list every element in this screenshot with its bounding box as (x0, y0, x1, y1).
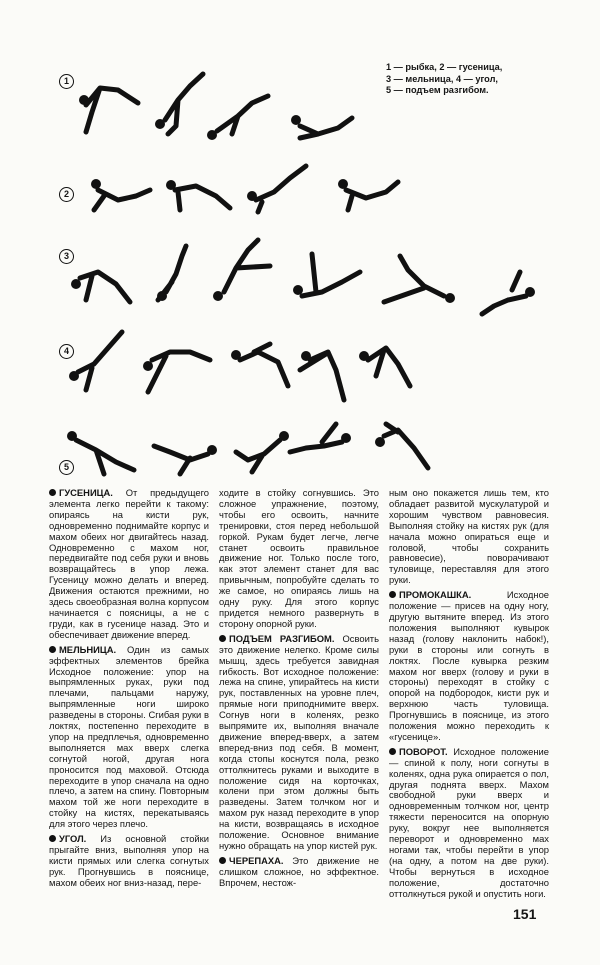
section-text: Исходное положение — спиной к полу, ноги согнуты в коленях, одна рука опирается о пол, другая поднята вверх. Махом свободной руки вверх и одновременным толчком ног, центр тяжести переносится на опорную руку, вокруг нее выполняется переворот и одновременно мах ногами так, чтобы перейти в упор (на одну, а потом на две руки). Чтобы вернуться в исходное положение, достаточно оттолкнуться рукой и опустить ноги. (389, 745, 549, 899)
figure-row-2 (91, 166, 398, 212)
section-text: Освоить это движение нелегко. Кроме силы мышц, здесь требуется завидная гибкость. Вот исходное положение: лежа на спине, упирайтесь на кисти рук, поставленных на уровне плеч, прямые ноги приподнимите вверх. Согнув ноги в коленях, резко выпрямите их, выполняя вначале движение вперед-вверх, а затем вперед-вниз под себя. В момент, когда стопы коснутся пола, резко оттолкнитесь руками и выходите в положение сидя на корточках, колени при этом должны быть разведены. Затем толчком ног и махом рук назад переходите в упор на кисти, возвращаясь в исходное положение. Основное внимание нужно обращать на упор кистей рук. (219, 632, 379, 851)
bullet-icon (389, 748, 396, 755)
paragraph-kip-up (219, 634, 379, 852)
paragraph-blotter (389, 590, 549, 743)
bullet-icon (49, 489, 56, 496)
section-heading: ПОВОРОТ. (399, 745, 448, 757)
paragraph-angle-continued (219, 488, 379, 630)
figure-row-5 (67, 424, 428, 474)
section-text: Исходное положение — присев на одну ногу, другую вытяните вперед. Из этого положения выполняют кувырок назад (голову наклонить набок!), руки в стороны или согнуть в локтях. После кувырка резким махом ног вверх (голову и руки в стороны) переходят в стойку с опорой на подбородок, кисти рук и верхнюю часть туловища. Прогнувшись в пояснице, из этого положения можно переходить к «гусенице». (389, 589, 549, 742)
row-number: 3 (59, 249, 74, 264)
section-heading: МЕЛЬНИЦА. (59, 643, 117, 655)
bullet-icon (49, 835, 56, 842)
section-text: От предыдущего элемента легко перейти к такому: опираясь на кисти рук, одновременно поднимайте корпус и махом обеих ног двигайтесь назад. Одновременно с махом ног, передвигайте под себя руки и вновь возвращайтесь в упор лежа. Гусеницу можно делать и вперед. Движения остаются прежними, но здесь своеобразная волна корпусом начинается с поясницы, а не с груди, как в гусенице назад. Это и обеспечивает движение вперед. (49, 487, 209, 640)
bullet-icon (49, 646, 56, 653)
text-column-3 (389, 488, 549, 904)
paragraph-caterpillar (49, 488, 209, 641)
legend-line: 1 — рыбка, 2 — гусеница, (386, 62, 503, 72)
row-number: 1 (59, 74, 74, 89)
section-text: ходите в стойку согнувшись. Это сложное упражнение, поэтому, чтобы его освоить, начните тренировки, стоя перед небольшой горкой. Рукам будет легче, легче станет освоить правильное движение ног. Только после того, как этот элемент станет для вас привычным, попробуйте сделать то же самое, но опираясь лишь на одну руку. Для этого корпус придется немного развернуть в сторону опорной руки. (219, 487, 379, 629)
paragraph-turtle (219, 856, 379, 889)
figure-row-3 (71, 240, 535, 314)
paragraph-turn (389, 747, 549, 900)
section-text: Из основной стойки прыгайте вниз, выполняя упор на кисти прямых или слегка согнутых рук. Прогнувшись в пояснице, махом обеих ног вниз-назад, пере- (49, 833, 209, 888)
bullet-icon (389, 591, 396, 598)
section-text: ным оно покажется лишь тем, кто обладает развитой мускулатурой и хорошим чувством равновесия. Выполняя стойку на кистях рук (для начала можно опираться еще и головой, чтобы сохранить равновесие), поворачивают туловище, переставляя для этого руки. (389, 487, 549, 586)
paragraph-angle (49, 834, 209, 889)
section-text: Это движение не слишком сложное, но эффектное. Впрочем, нестож- (219, 854, 379, 888)
page-number: 151 (513, 906, 537, 922)
text-column-2 (219, 488, 379, 893)
section-text: Один из самых эффектных элементов брейка Исходное положение: упор на выпрямленных руках, руки под плечами, пальцами наружу, выпрямленные ноги широко разведены в стороны. Сгибая руки в локтях, постепенно переходите в упор на предплечья, одновременно выполняется мах вверх слегка согнутой ногой, другая нога проносится под маховой. Отсюда переходите в упор сначала на одно плечо, а затем на спину. Повторным махом той же ноги переходите в стойку на кистях, перекатываясь для этого через плечо. (49, 643, 209, 830)
legend-line: 5 — подъем разгибом. (386, 85, 489, 95)
section-heading: ПОДЪЕМ РАЗГИБОМ. (229, 632, 335, 644)
row-number: 2 (59, 187, 74, 202)
section-heading: ЧЕРЕПАХА. (229, 854, 284, 866)
figure-row-4 (69, 332, 410, 400)
section-heading: УГОЛ. (59, 833, 87, 845)
section-heading: ГУСЕНИЦА. (59, 487, 113, 498)
paragraph-windmill (49, 645, 209, 830)
row-number: 5 (59, 460, 74, 475)
paragraph-turtle-continued (389, 488, 549, 586)
legend-line: 3 — мельница, 4 — угол, (386, 73, 498, 84)
figure-row-1 (79, 74, 352, 140)
text-column-1 (49, 488, 209, 893)
bullet-icon (219, 635, 226, 642)
bullet-icon (219, 857, 226, 864)
section-heading: ПРОМОКАШКА. (399, 589, 472, 601)
row-number: 4 (59, 344, 74, 359)
